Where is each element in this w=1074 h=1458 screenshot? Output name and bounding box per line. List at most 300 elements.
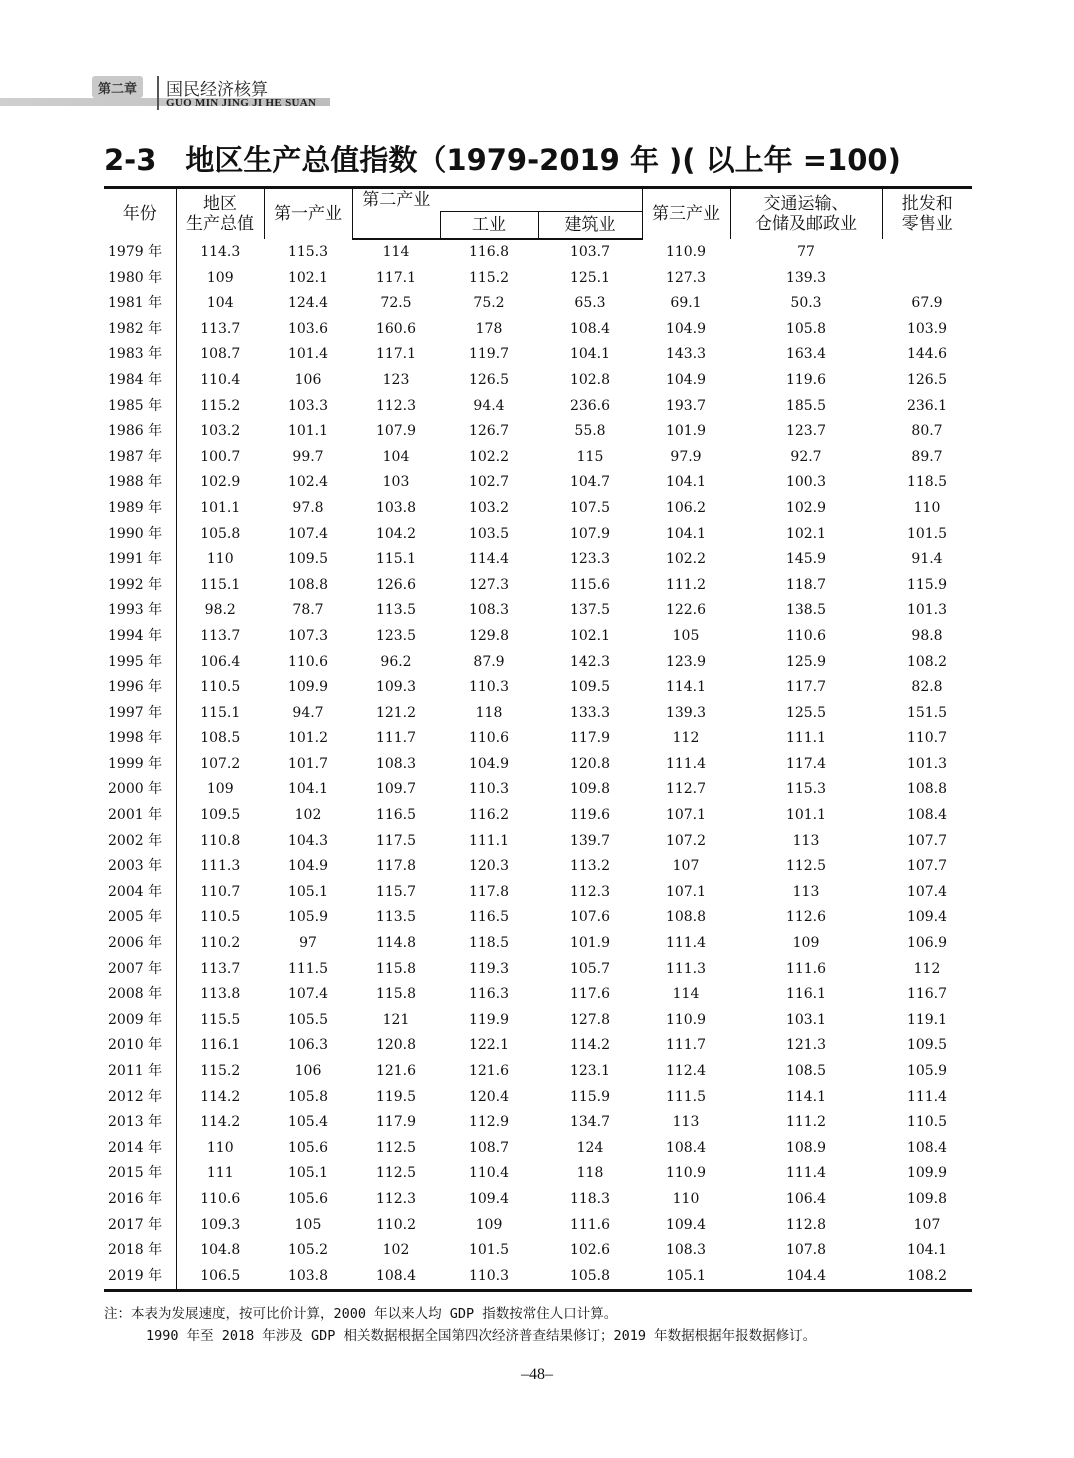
year-cell: 2003 年: [108, 858, 163, 875]
year-cell: 2007 年: [108, 960, 163, 977]
value-cell: 104.1: [906, 1242, 948, 1259]
table-notes: [104, 1303, 816, 1347]
value-cell: 107.4: [287, 986, 329, 1003]
value-cell: 103.2: [468, 499, 510, 516]
value-cell: 121.2: [375, 704, 417, 721]
col-header-transport: 交通运输、 仓储及邮政业: [730, 188, 882, 240]
value-cell: 151.5: [906, 704, 948, 721]
year-cell: 2014 年: [108, 1139, 163, 1156]
value-cell: 125.5: [785, 704, 827, 721]
value-cell: 104.9: [665, 320, 707, 337]
value-cell: 104.1: [665, 525, 707, 542]
value-cell: 107.9: [375, 423, 417, 440]
value-cell: 114: [382, 244, 410, 260]
value-cell: 102.9: [785, 499, 827, 516]
value-cell: 123.9: [665, 653, 707, 670]
value-cell: 112: [913, 960, 941, 977]
value-cell: 113: [672, 1114, 700, 1131]
value-cell: 50.3: [790, 295, 822, 312]
table-row: [104, 777, 972, 803]
value-cell: 111: [176, 1161, 264, 1187]
value-cell: 103.2: [176, 419, 264, 445]
value-cell: 115.1: [176, 701, 264, 727]
value-cell: 139.3: [665, 704, 707, 721]
value-cell: 115.2: [176, 394, 264, 420]
value-cell: 78.7: [292, 602, 324, 619]
value-cell: 116.5: [375, 807, 417, 824]
value-cell: 111.3: [665, 960, 707, 977]
value-cell: 101.1: [287, 423, 329, 440]
value-cell: 110.9: [665, 243, 707, 260]
value-cell: [882, 266, 972, 292]
value-cell: 97: [299, 935, 317, 952]
year-cell: 1997 年: [108, 704, 163, 721]
table-body: [104, 239, 972, 1291]
value-cell: 110.6: [176, 1187, 264, 1213]
value-cell: 109.7: [375, 781, 417, 798]
value-cell: 113: [792, 832, 820, 849]
value-cell: 137.5: [569, 602, 611, 619]
value-cell: 115.2: [468, 269, 510, 286]
value-cell: 108.4: [906, 807, 948, 824]
value-cell: 107.3: [287, 627, 329, 644]
value-cell: 111.1: [468, 832, 510, 849]
year-cell: 2011 年: [108, 1063, 163, 1079]
value-cell: 126.5: [468, 371, 510, 388]
value-cell: 120.8: [375, 1037, 417, 1054]
value-cell: 105.9: [906, 1063, 948, 1079]
value-cell: 114.8: [375, 935, 417, 952]
value-cell: 101.4: [287, 346, 329, 363]
value-cell: 112.6: [785, 909, 827, 926]
value-cell: 116.5: [468, 909, 510, 926]
value-cell: 125.9: [785, 653, 827, 670]
year-cell: 1983 年: [108, 346, 163, 363]
value-cell: 142.3: [569, 653, 611, 670]
value-cell: 106.4: [176, 650, 264, 676]
value-cell: 105.2: [287, 1242, 329, 1259]
value-cell: 115.2: [176, 1059, 264, 1085]
value-cell: 103.5: [468, 525, 510, 542]
value-cell: 107.6: [569, 909, 611, 926]
value-cell: 69.1: [670, 295, 702, 312]
year-cell: 1998 年: [108, 730, 163, 747]
value-cell: 123.1: [569, 1063, 611, 1079]
value-cell: 107.2: [665, 832, 707, 849]
table-row: [104, 1136, 972, 1162]
value-cell: 117.8: [468, 883, 510, 900]
table-row: [104, 982, 972, 1008]
value-cell: 96.2: [380, 653, 412, 670]
value-cell: 111.4: [665, 935, 707, 952]
value-cell: 105: [672, 627, 700, 644]
value-cell: 105.8: [538, 1264, 642, 1291]
value-cell: 104.8: [176, 1238, 264, 1264]
table-row: [104, 1110, 972, 1136]
value-cell: 102.2: [468, 448, 510, 465]
value-cell: 110: [176, 1136, 264, 1162]
value-cell: 113.7: [176, 957, 264, 983]
value-cell: 119.6: [785, 371, 827, 388]
value-cell: 116.1: [176, 1033, 264, 1059]
year-cell: 1987 年: [108, 448, 163, 465]
table-row: [104, 905, 972, 931]
value-cell: 118.7: [785, 576, 827, 593]
value-cell: 127.8: [569, 1011, 611, 1028]
table-row: [104, 957, 972, 983]
table-row: [104, 675, 972, 701]
table-row: [104, 394, 972, 420]
value-cell: 110.6: [287, 653, 329, 670]
value-cell: 117.1: [375, 346, 417, 363]
year-cell: 1981 年: [108, 295, 163, 312]
year-cell: 2016 年: [108, 1190, 163, 1207]
value-cell: 101.1: [785, 807, 827, 824]
value-cell: 114.3: [176, 239, 264, 266]
value-cell: 107.2: [176, 752, 264, 778]
value-cell: 115.7: [375, 883, 417, 900]
value-cell: 116.2: [468, 807, 510, 824]
value-cell: 105: [294, 1216, 322, 1233]
table-row: [104, 829, 972, 855]
value-cell: 134.7: [569, 1114, 611, 1131]
value-cell: 102.9: [176, 470, 264, 496]
value-cell: 110.7: [176, 880, 264, 906]
value-cell: 126.7: [468, 423, 510, 440]
year-cell: 1990 年: [108, 525, 163, 542]
value-cell: 109.5: [176, 803, 264, 829]
value-cell: 101.7: [287, 755, 329, 772]
year-cell: 1984 年: [108, 371, 163, 388]
year-cell: 2012 年: [108, 1088, 163, 1105]
value-cell: 104.7: [569, 474, 611, 491]
table-row: [104, 726, 972, 752]
value-cell: 55.8: [574, 423, 606, 440]
table-row: [104, 650, 972, 676]
value-cell: 102: [294, 807, 322, 824]
value-cell: 75.2: [473, 295, 505, 312]
value-cell: 127.3: [665, 269, 707, 286]
value-cell: 110.3: [440, 1264, 538, 1291]
value-cell: 110.8: [176, 829, 264, 855]
value-cell: 117.1: [375, 269, 417, 286]
year-cell: 2018 年: [108, 1242, 163, 1259]
value-cell: 111.1: [785, 730, 827, 747]
value-cell: 114.2: [176, 1085, 264, 1111]
value-cell: 104.1: [287, 781, 329, 798]
table-row: [104, 624, 972, 650]
value-cell: 110.5: [906, 1114, 948, 1131]
value-cell: 110.3: [468, 679, 510, 696]
value-cell: 107.1: [665, 807, 707, 824]
value-cell: 108.5: [176, 726, 264, 752]
value-cell: 107.4: [287, 525, 329, 542]
value-cell: 112.9: [468, 1114, 510, 1131]
value-cell: 123: [382, 371, 410, 388]
value-cell: 117.7: [785, 679, 827, 696]
table-row: [104, 470, 972, 496]
value-cell: 112.3: [569, 883, 611, 900]
value-cell: 119.7: [468, 346, 510, 363]
value-cell: 102.2: [665, 551, 707, 568]
value-cell: 115.8: [375, 960, 417, 977]
col-header-secondary: 第二产业: [352, 188, 440, 212]
table-row: [104, 854, 972, 880]
table-row: [104, 1008, 972, 1034]
value-cell: 124.4: [287, 295, 329, 312]
value-cell: 105.4: [287, 1114, 329, 1131]
value-cell: 116.3: [468, 986, 510, 1003]
value-cell: 117.9: [375, 1114, 417, 1131]
value-cell: 111.6: [569, 1216, 611, 1233]
value-cell: 107.9: [569, 525, 611, 542]
value-cell: 112.5: [375, 1139, 417, 1156]
value-cell: 109.5: [287, 551, 329, 568]
value-cell: 115.1: [375, 551, 417, 568]
value-cell: 110: [913, 499, 941, 516]
page-header: [0, 72, 1074, 112]
table-row: [104, 266, 972, 292]
value-cell: 92.7: [790, 448, 822, 465]
value-cell: 111.4: [665, 755, 707, 772]
value-cell: 121.6: [468, 1063, 510, 1079]
value-cell: 110.9: [665, 1011, 707, 1028]
value-cell: 102.1: [569, 627, 611, 644]
value-cell: 101.5: [468, 1242, 510, 1259]
value-cell: 125.1: [569, 269, 611, 286]
value-cell: 123.7: [785, 423, 827, 440]
value-cell: 121.6: [375, 1063, 417, 1079]
value-cell: 94.7: [292, 704, 324, 721]
year-cell: 1995 年: [108, 653, 163, 670]
value-cell: 126.5: [906, 371, 948, 388]
value-cell: 113.7: [176, 624, 264, 650]
page-number: –48–: [521, 1366, 553, 1383]
table-row: [104, 598, 972, 624]
year-cell: 1994 年: [108, 627, 163, 644]
value-cell: 236.1: [906, 397, 948, 414]
value-cell: 110.2: [375, 1216, 417, 1233]
value-cell: 110: [176, 547, 264, 573]
value-cell: 144.6: [906, 346, 948, 363]
col-header-secondary-span: [440, 188, 642, 212]
value-cell: 123.5: [375, 627, 417, 644]
value-cell: 104.9: [665, 371, 707, 388]
year-cell: 1979 年: [108, 243, 163, 260]
value-cell: 114.1: [665, 679, 707, 696]
value-cell: 109.3: [375, 679, 417, 696]
value-cell: 111.2: [665, 576, 707, 593]
year-cell: 1985 年: [108, 397, 163, 414]
value-cell: 112.5: [785, 858, 827, 875]
col-header-wholesale: 批发和 零售业: [882, 188, 972, 240]
value-cell: 113.8: [176, 982, 264, 1008]
value-cell: 105.7: [569, 960, 611, 977]
value-cell: 67.9: [911, 295, 943, 312]
value-cell: 115.6: [569, 576, 611, 593]
value-cell: 103: [382, 474, 410, 491]
value-cell: 102.8: [569, 371, 611, 388]
table-row: [104, 291, 972, 317]
value-cell: 108.7: [468, 1139, 510, 1156]
value-cell: 108.8: [906, 781, 948, 798]
value-cell: 109: [176, 777, 264, 803]
year-cell: 1988 年: [108, 474, 163, 491]
value-cell: 115.3: [287, 243, 329, 260]
value-cell: 115.5: [176, 1008, 264, 1034]
value-cell: 116.7: [906, 986, 948, 1003]
year-cell: 1993 年: [108, 602, 163, 619]
value-cell: 77: [797, 243, 815, 260]
value-cell: 114: [672, 986, 700, 1003]
value-cell: 106.5: [176, 1264, 264, 1291]
value-cell: 101.3: [906, 755, 948, 772]
col-header-secondary-blank: [352, 212, 440, 240]
year-cell: 2002 年: [108, 832, 163, 849]
value-cell: 111.6: [785, 960, 827, 977]
value-cell: 118.5: [906, 474, 948, 491]
value-cell: 111.4: [906, 1088, 948, 1105]
year-cell: 2019 年: [104, 1264, 176, 1291]
table-row: [104, 752, 972, 778]
value-cell: 97.9: [670, 448, 702, 465]
value-cell: 106.3: [287, 1037, 329, 1054]
value-cell: 98.2: [176, 598, 264, 624]
value-cell: 118.3: [569, 1190, 611, 1207]
value-cell: 103.8: [375, 499, 417, 516]
value-cell: 103.7: [569, 244, 611, 260]
year-cell: 2004 年: [108, 883, 163, 900]
value-cell: 117.9: [569, 730, 611, 747]
value-cell: 111.2: [785, 1114, 827, 1131]
value-cell: 139.7: [569, 832, 611, 849]
value-cell: 108.8: [287, 576, 329, 593]
year-cell: 2015 年: [108, 1165, 163, 1182]
table-row: [104, 573, 972, 599]
value-cell: 119.6: [569, 807, 611, 824]
value-cell: 102.1: [287, 269, 329, 286]
value-cell: 120.4: [468, 1088, 510, 1105]
year-cell: 2001 年: [108, 807, 163, 824]
value-cell: 105.1: [642, 1264, 730, 1291]
value-cell: 113.2: [569, 858, 611, 875]
value-cell: 72.5: [380, 295, 412, 312]
table-row: [104, 880, 972, 906]
value-cell: 105.6: [287, 1190, 329, 1207]
value-cell: 87.9: [473, 653, 505, 670]
value-cell: 105.1: [287, 883, 329, 900]
value-cell: 109.4: [906, 909, 948, 926]
value-cell: 110: [672, 1190, 700, 1207]
year-cell: 1991 年: [108, 551, 163, 568]
note-line-1: 注：本表为发展速度，按可比价计算，2000 年以来人均 GDP 指数按常住人口计算。: [104, 1306, 618, 1322]
value-cell: 115.1: [176, 573, 264, 599]
value-cell: 112.5: [375, 1165, 417, 1182]
value-cell: 103.6: [287, 320, 329, 337]
value-cell: 114.2: [569, 1037, 611, 1054]
year-cell: 1989 年: [108, 499, 163, 516]
table-row: [104, 522, 972, 548]
value-cell: 104.2: [375, 525, 417, 542]
value-cell: 109: [475, 1216, 503, 1233]
value-cell: 102.7: [468, 474, 510, 491]
year-cell: 1992 年: [108, 576, 163, 593]
value-cell: 109.5: [906, 1037, 948, 1054]
note-line-2: 1990 年至 2018 年涉及 GDP 相关数据根据全国第四次经济普查结果修订；2019 年数据根据年报数据修订。: [146, 1328, 817, 1344]
value-cell: 112.7: [665, 781, 707, 798]
value-cell: 105.9: [287, 909, 329, 926]
value-cell: 108.8: [665, 909, 707, 926]
value-cell: 163.4: [785, 346, 827, 363]
value-cell: 100.3: [785, 474, 827, 491]
value-cell: 110.7: [906, 730, 948, 747]
value-cell: 123.3: [569, 551, 611, 568]
value-cell: 121: [382, 1011, 410, 1028]
value-cell: 108.5: [785, 1063, 827, 1079]
value-cell: 114.4: [468, 551, 510, 568]
value-cell: 110.9: [665, 1165, 707, 1182]
table-row: [104, 803, 972, 829]
value-cell: 108.3: [375, 755, 417, 772]
table-row: [104, 1264, 972, 1291]
value-cell: 106.4: [785, 1190, 827, 1207]
value-cell: 109.5: [569, 679, 611, 696]
value-cell: 112: [672, 730, 700, 747]
value-cell: 109.9: [287, 679, 329, 696]
value-cell: 80.7: [911, 423, 943, 440]
year-cell: 1999 年: [108, 755, 163, 772]
value-cell: 118: [475, 704, 503, 721]
value-cell: 102.4: [287, 474, 329, 491]
year-cell: 2017 年: [108, 1216, 163, 1233]
value-cell: 107.8: [785, 1242, 827, 1259]
value-cell: 105.1: [287, 1165, 329, 1182]
table-row: [104, 1213, 972, 1239]
value-cell: 100.7: [176, 445, 264, 471]
value-cell: [882, 239, 972, 266]
table-row: [104, 1187, 972, 1213]
year-cell: 1996 年: [108, 679, 163, 696]
value-cell: 108.4: [352, 1264, 440, 1291]
value-cell: 115.9: [906, 576, 948, 593]
value-cell: 114.2: [176, 1110, 264, 1136]
data-table-container: [104, 186, 972, 1292]
year-cell: 2010 年: [108, 1037, 163, 1054]
value-cell: 104.3: [287, 832, 329, 849]
value-cell: 110.4: [468, 1165, 510, 1182]
year-cell: 1980 年: [108, 269, 163, 286]
value-cell: 110.5: [176, 675, 264, 701]
value-cell: 122.6: [665, 602, 707, 619]
value-cell: 111.5: [287, 960, 329, 977]
value-cell: 139.3: [785, 269, 827, 286]
value-cell: 112.3: [375, 397, 417, 414]
value-cell: 109.4: [665, 1216, 707, 1233]
value-cell: 99.7: [292, 448, 324, 465]
value-cell: 116.8: [468, 244, 510, 260]
value-cell: 104.1: [665, 474, 707, 491]
value-cell: 107.7: [906, 832, 948, 849]
value-cell: 129.8: [468, 627, 510, 644]
value-cell: 117.8: [375, 858, 417, 875]
value-cell: 110.4: [176, 368, 264, 394]
year-cell: 2000 年: [108, 781, 163, 798]
table-row: [104, 1059, 972, 1085]
value-cell: 111.7: [375, 730, 417, 747]
table-row: [104, 239, 972, 266]
value-cell: 106.2: [665, 499, 707, 516]
value-cell: 65.3: [574, 295, 606, 312]
